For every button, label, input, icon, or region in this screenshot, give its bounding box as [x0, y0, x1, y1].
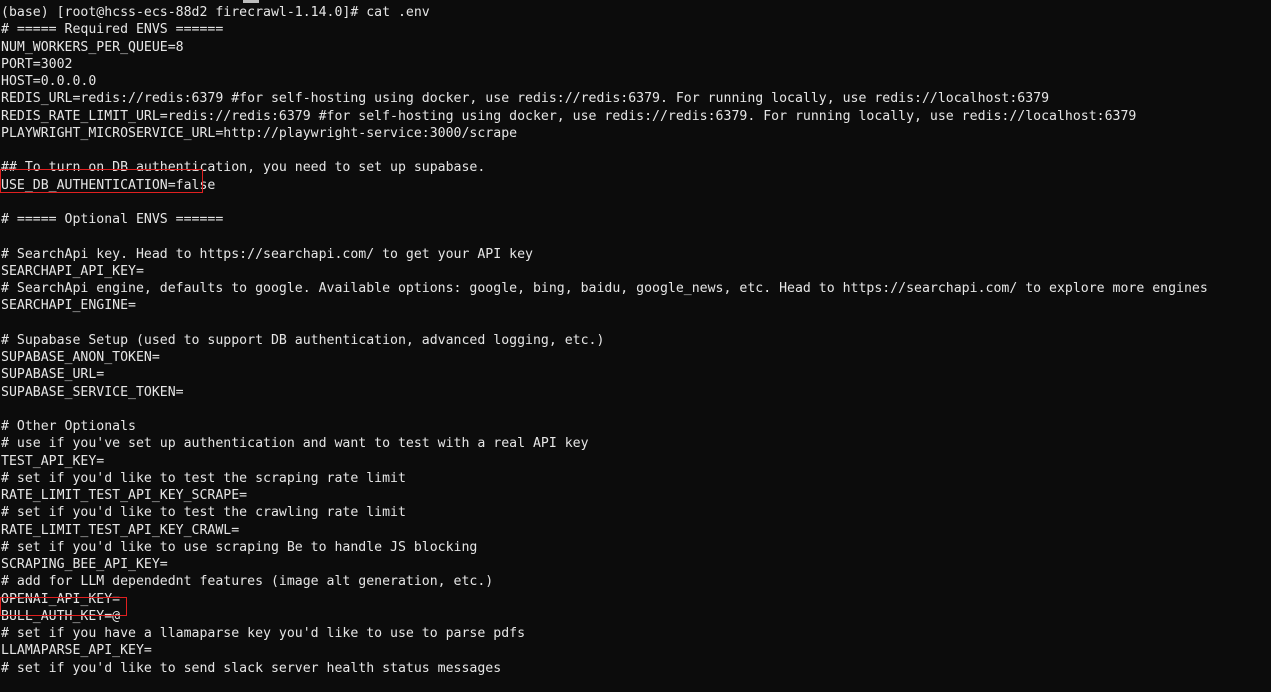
terminal-line: # set if you'd like to test the scraping rate limit — [1, 470, 406, 486]
terminal-line: RATE_LIMIT_TEST_API_KEY_SCRAPE= — [1, 488, 248, 503]
terminal-line-bull-auth-key: BULL_AUTH_KEY=@ — [1, 608, 121, 624]
terminal-line: TEST_API_KEY= — [1, 453, 105, 469]
terminal-line: SCRAPING_BEE_API_KEY= — [1, 557, 168, 572]
terminal-line: REDIS_RATE_LIMIT_URL=redis://redis:6379 #for self-hosting using docker, use redis://redis:6379. For running locally, use redis://localhost:6379 — [1, 108, 1137, 124]
terminal-line: # set if you have a llamaparse key you'd like to use to parse pdfs — [1, 626, 526, 641]
terminal-line-blank — [0, 315, 1271, 332]
terminal-line-blank — [0, 228, 1271, 245]
terminal-line-use-db-authentication: USE_DB_AUTHENTICATION=false — [1, 177, 216, 193]
terminal-line: SUPABASE_URL= — [1, 367, 105, 383]
terminal-line: # set if you'd like to use scraping Be to handle JS blocking — [1, 539, 478, 555]
terminal-line: HOST=0.0.0.0 — [1, 74, 97, 89]
terminal-line: RATE_LIMIT_TEST_API_KEY_CRAWL= — [1, 522, 240, 538]
terminal-line-db-auth-comment: ## To turn on DB authentication, you need to set up supabase. — [1, 160, 486, 176]
terminal-line: LLAMAPARSE_API_KEY= — [1, 643, 152, 659]
terminal-line: # use if you've set up authentication and want to test with a real API key — [1, 436, 589, 452]
terminal-line: # set if you'd like to send slack server health status messages — [1, 660, 502, 676]
terminal-line: SEARCHAPI_API_KEY= — [1, 263, 144, 279]
terminal-line: # SearchApi engine, defaults to google. Available options: google, bing, baidu, google_news, etc. Head to https://searchapi.com/ to explore more engines — [1, 281, 1208, 296]
terminal-line: # SearchApi key. Head to https://searchapi.com/ to get your API key — [1, 246, 533, 262]
terminal-line-prompt: (base) [root@hcss-ecs-88d2 firecrawl-1.14.0]# cat .env — [1, 5, 430, 20]
terminal-line: # set if you'd like to test the crawling rate limit — [1, 505, 406, 521]
terminal-line-blank — [0, 142, 1271, 159]
terminal-line: PORT=3002 — [1, 56, 73, 72]
terminal-line: NUM_WORKERS_PER_QUEUE=8 — [1, 39, 184, 55]
terminal-line: SUPABASE_ANON_TOKEN= — [1, 350, 160, 365]
terminal-line: OPENAI_API_KEY= — [1, 591, 121, 607]
terminal-line: SEARCHAPI_ENGINE= — [1, 298, 136, 314]
text-cursor — [243, 0, 259, 3]
terminal-line: # ===== Optional ENVS ====== — [1, 212, 224, 227]
terminal-line: # add for LLM dependednt features (image alt generation, etc.) — [1, 574, 494, 590]
terminal-line: # Other Optionals — [1, 419, 136, 434]
terminal-line: # ===== Required ENVS ====== — [1, 22, 224, 38]
terminal-line-blank — [0, 194, 1271, 211]
terminal-line: # Supabase Setup (used to support DB authentication, advanced logging, etc.) — [1, 332, 605, 348]
terminal-line: SUPABASE_SERVICE_TOKEN= — [1, 384, 184, 400]
terminal-line: REDIS_URL=redis://redis:6379 #for self-hosting using docker, use redis://redis:6379. For running locally, use redis://localhost:6379 — [1, 91, 1050, 107]
terminal-line-blank — [0, 401, 1271, 418]
terminal-line: PLAYWRIGHT_MICROSERVICE_URL=http://playwright-service:3000/scrape — [1, 125, 518, 141]
